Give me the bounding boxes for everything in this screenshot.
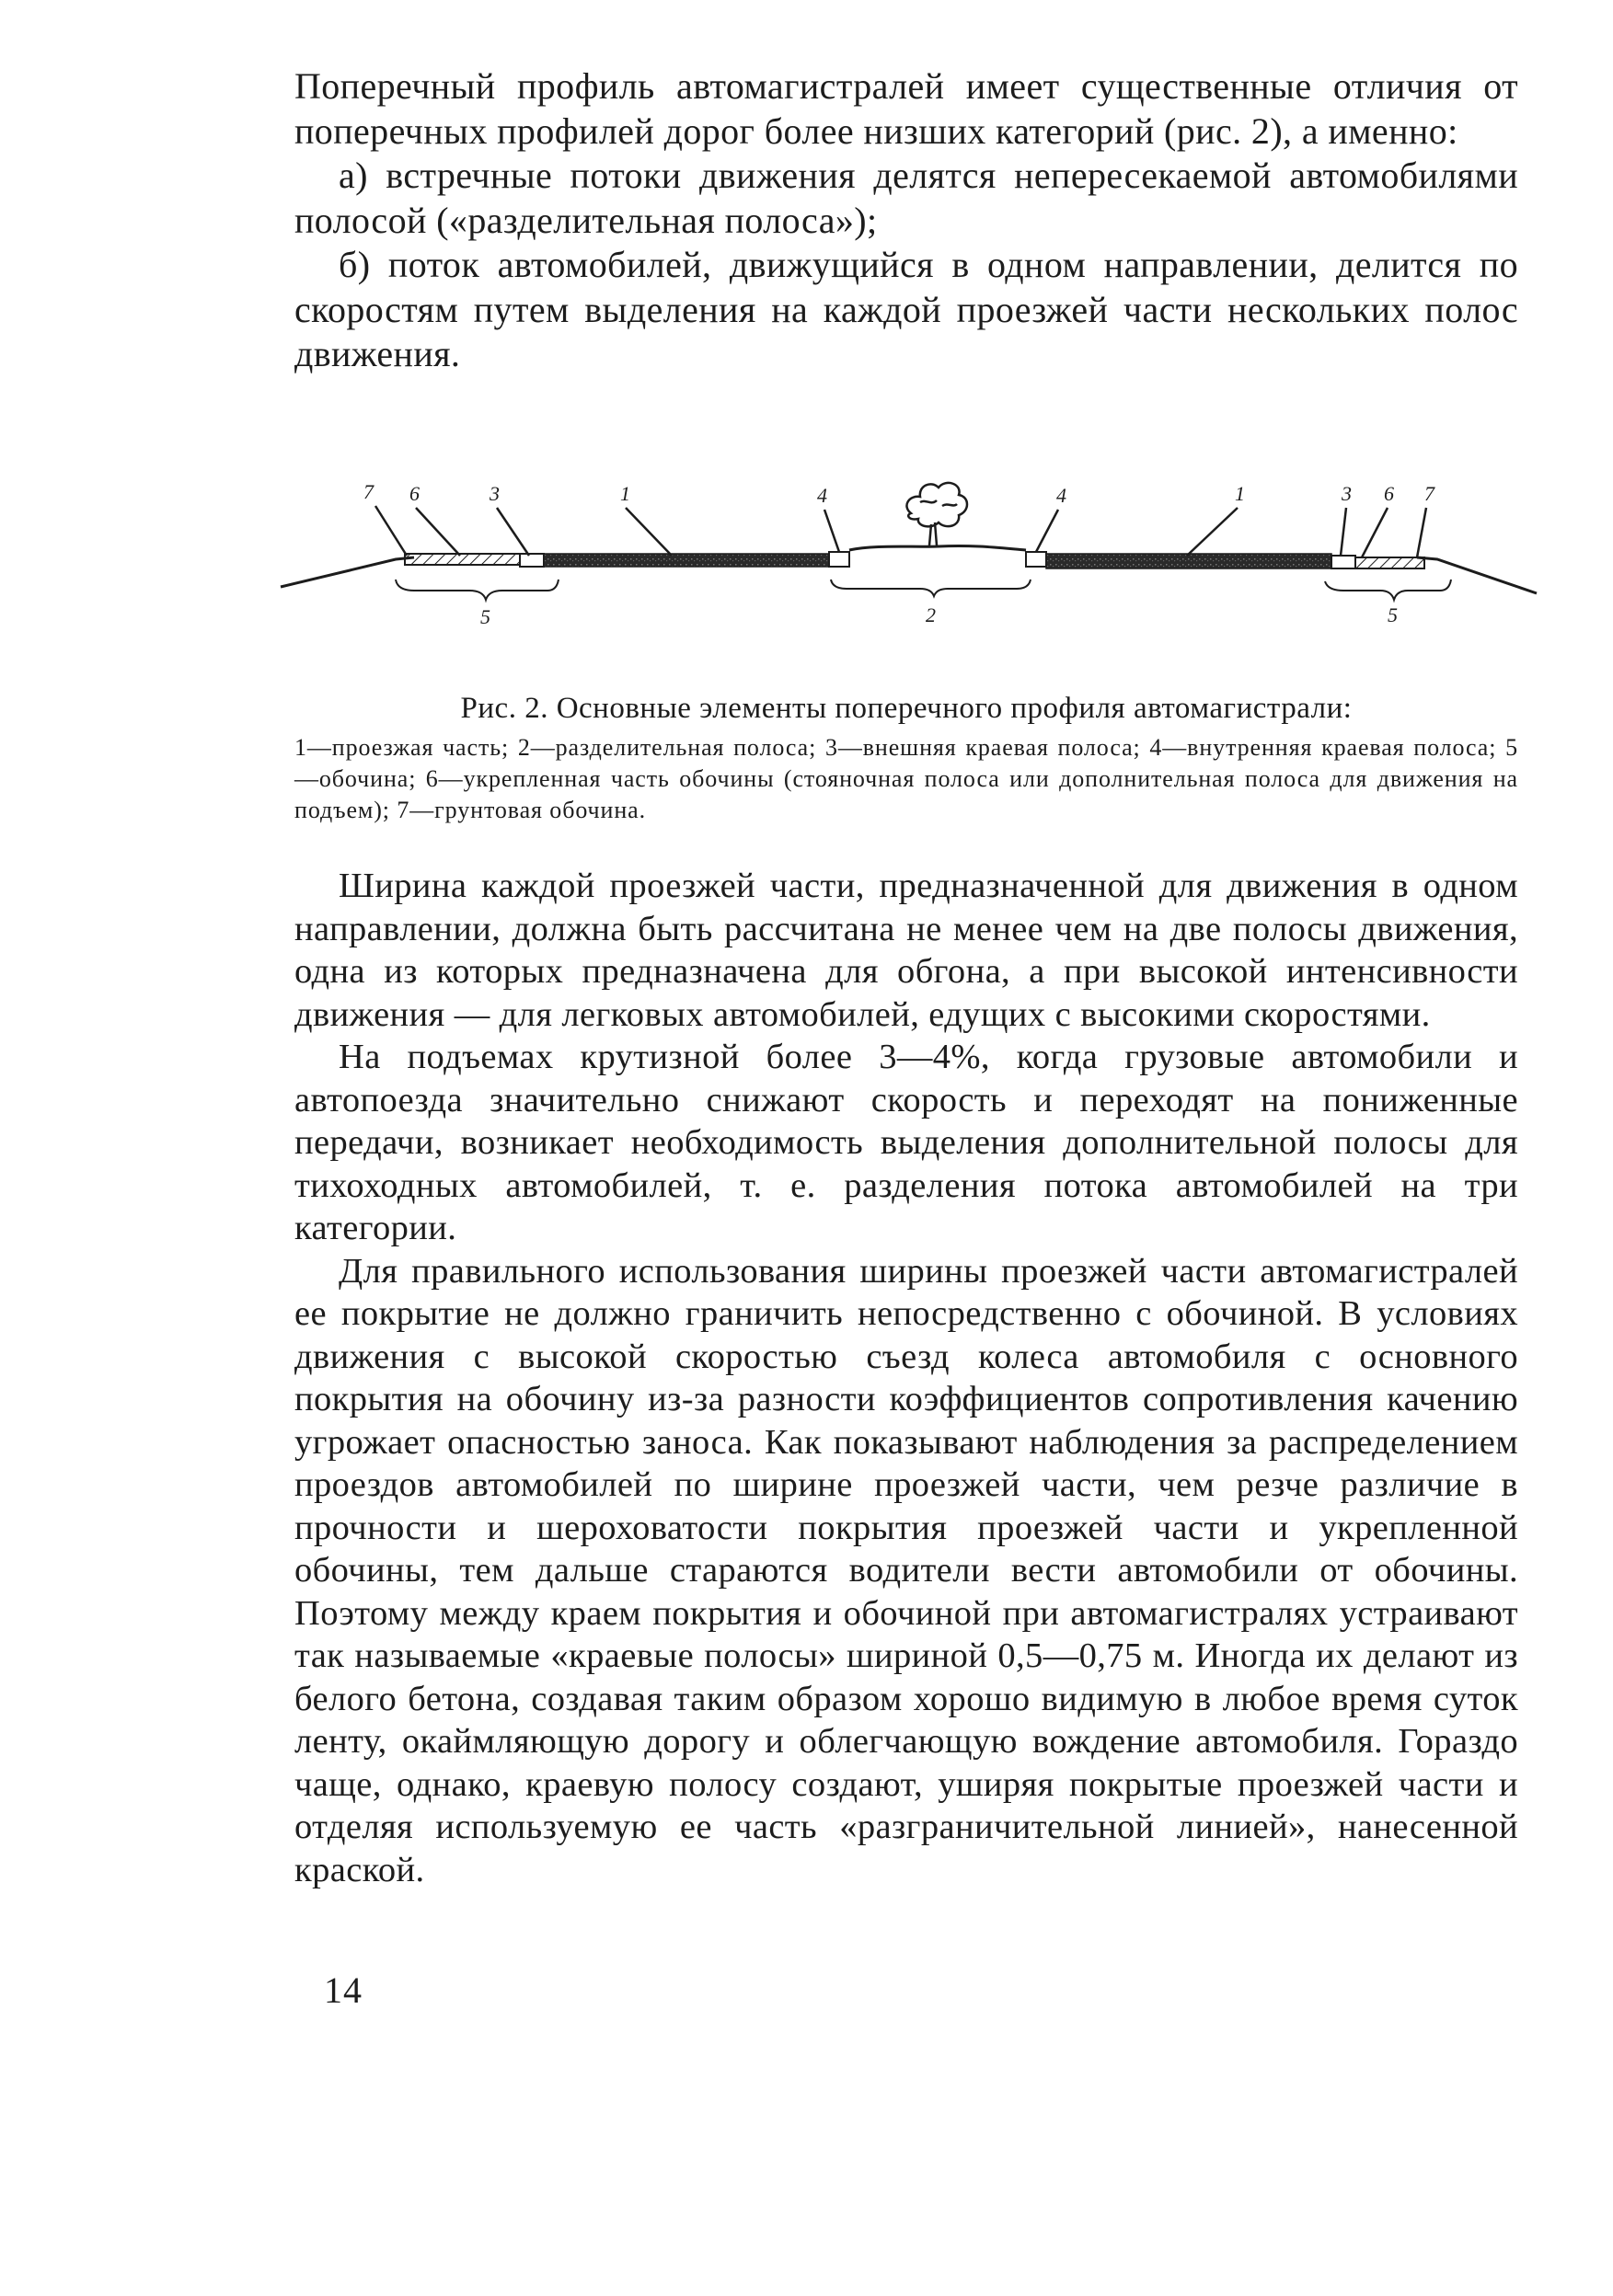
label-4-right: 4 [1056, 484, 1066, 507]
caption-legend: 1—проезжая часть; 2—разделительная полоса; 3—внешняя краевая полоса; 4—внутренняя краевая полоса; 5—обочина; 6—укрепленная часть обочины (стояночная полоса или дополнительная полоса для движения на подъем); 7—грунтовая обочина. [294, 734, 1518, 823]
right-slope [1417, 557, 1537, 593]
paragraph-2: На подъемах крутизной более 3—4%, когда грузовые автомобили и автопоезда значительно снижают скорость и переходят на пониженные передачи, возникает необходимость выделения дополнительной полосы для тихоходных автомобилей, т. е. разделения потока автомобилей на три категории. [294, 1038, 1518, 1247]
intro-paragraph-1: Поперечный профиль автомагистралей имеет существенные отличия от поперечных профилей дорог более низших категорий (рис. 2), а именно: [294, 65, 1518, 152]
left-inner-edge-strip [829, 552, 849, 567]
right-outer-edge-strip [1331, 556, 1355, 568]
page-number: 14 [324, 1969, 363, 2011]
caption-title: Рис. 2. Основные элементы поперечного профиля автомагистрали: [460, 692, 1353, 725]
right-shoulder-brace [1325, 580, 1451, 600]
label-6-right: 6 [1384, 482, 1394, 505]
label-5-left: 5 [480, 605, 490, 628]
label-7-left: 7 [363, 480, 374, 503]
label-3-left: 3 [490, 482, 500, 505]
left-outer-edge-strip [520, 554, 544, 567]
right-inner-edge-strip [1026, 552, 1046, 567]
intro-item-a: а) встречные потоки движения делятся непересекаемой автомобилями полосой («разделительная полоса»); [294, 155, 1518, 241]
intro-text [294, 64, 1518, 377]
right-strengthened-shoulder [1355, 557, 1424, 568]
label-1-left: 1 [620, 482, 630, 505]
label-1-right: 1 [1235, 482, 1245, 505]
left-carriageway [544, 554, 829, 567]
figure-caption [294, 688, 1518, 826]
label-6-left: 6 [409, 482, 420, 505]
left-shoulder-brace [396, 580, 559, 600]
left-slope [281, 557, 414, 587]
main-text [294, 865, 1518, 1891]
paragraph-1: Ширина каждой проезжей части, предназначенной для движения в одном направлении, должна быть рассчитана не менее чем на две полосы движения, одна из которых предназначена для обгона, а при высокой интенсивности движения — для легковых автомобилей, едущих с высокими скоростями. [294, 867, 1518, 1034]
label-2-median: 2 [926, 603, 936, 626]
median-brace [831, 580, 1031, 596]
median-ground [849, 545, 1026, 550]
label-7-right: 7 [1424, 482, 1434, 505]
tree-icon [906, 483, 967, 545]
label-3-right: 3 [1342, 482, 1352, 505]
left-strengthened-shoulder [405, 554, 520, 565]
right-carriageway [1046, 554, 1331, 568]
leader-lines [375, 506, 1426, 557]
paragraph-3: Для правильного использования ширины проезжей части автомагистралей ее покрытие не должно граничить непосредственно с обочиной. В условиях движения с высокой скоростью съезд колеса автомобиля с основного покрытия на обочину из-за разности коэффициентов сопротивления качению угрожает опасностью заноса. Как показывают наблюдения за распределением проездов автомобилей по ширине проезжей части, чем резче различие в прочности и шероховатости покрытия проезжей части и укрепленной обочины, тем дальше стараются водители вести автомобили от обочины. Поэтому между краем покрытия и обочиной при автомагистралях устраивают так называемые «краевые полосы» шириной 0,5—0,75 м. Иногда их делают из белого бетона, создавая таким образом хорошо видимую в любое время суток ленту, окаймляющую дорогу и облегчающую вождение автомобиля. Гораздо чаще, однако, краевую полосу создают, уширяя покрытые проезжей части и отделяя используемую ее часть «разграничительной линией», нанесенной краской. [294, 1251, 1518, 1889]
label-4-left: 4 [817, 484, 827, 507]
intro-item-b: б) поток автомобилей, движущийся в одном направлении, делится по скоростям путем выделения на каждой проезжей части нескольких полос движения. [294, 244, 1518, 374]
road-cross-section-figure [276, 442, 1546, 662]
label-5-right: 5 [1388, 603, 1398, 626]
cross-section-drawing [276, 442, 1546, 662]
